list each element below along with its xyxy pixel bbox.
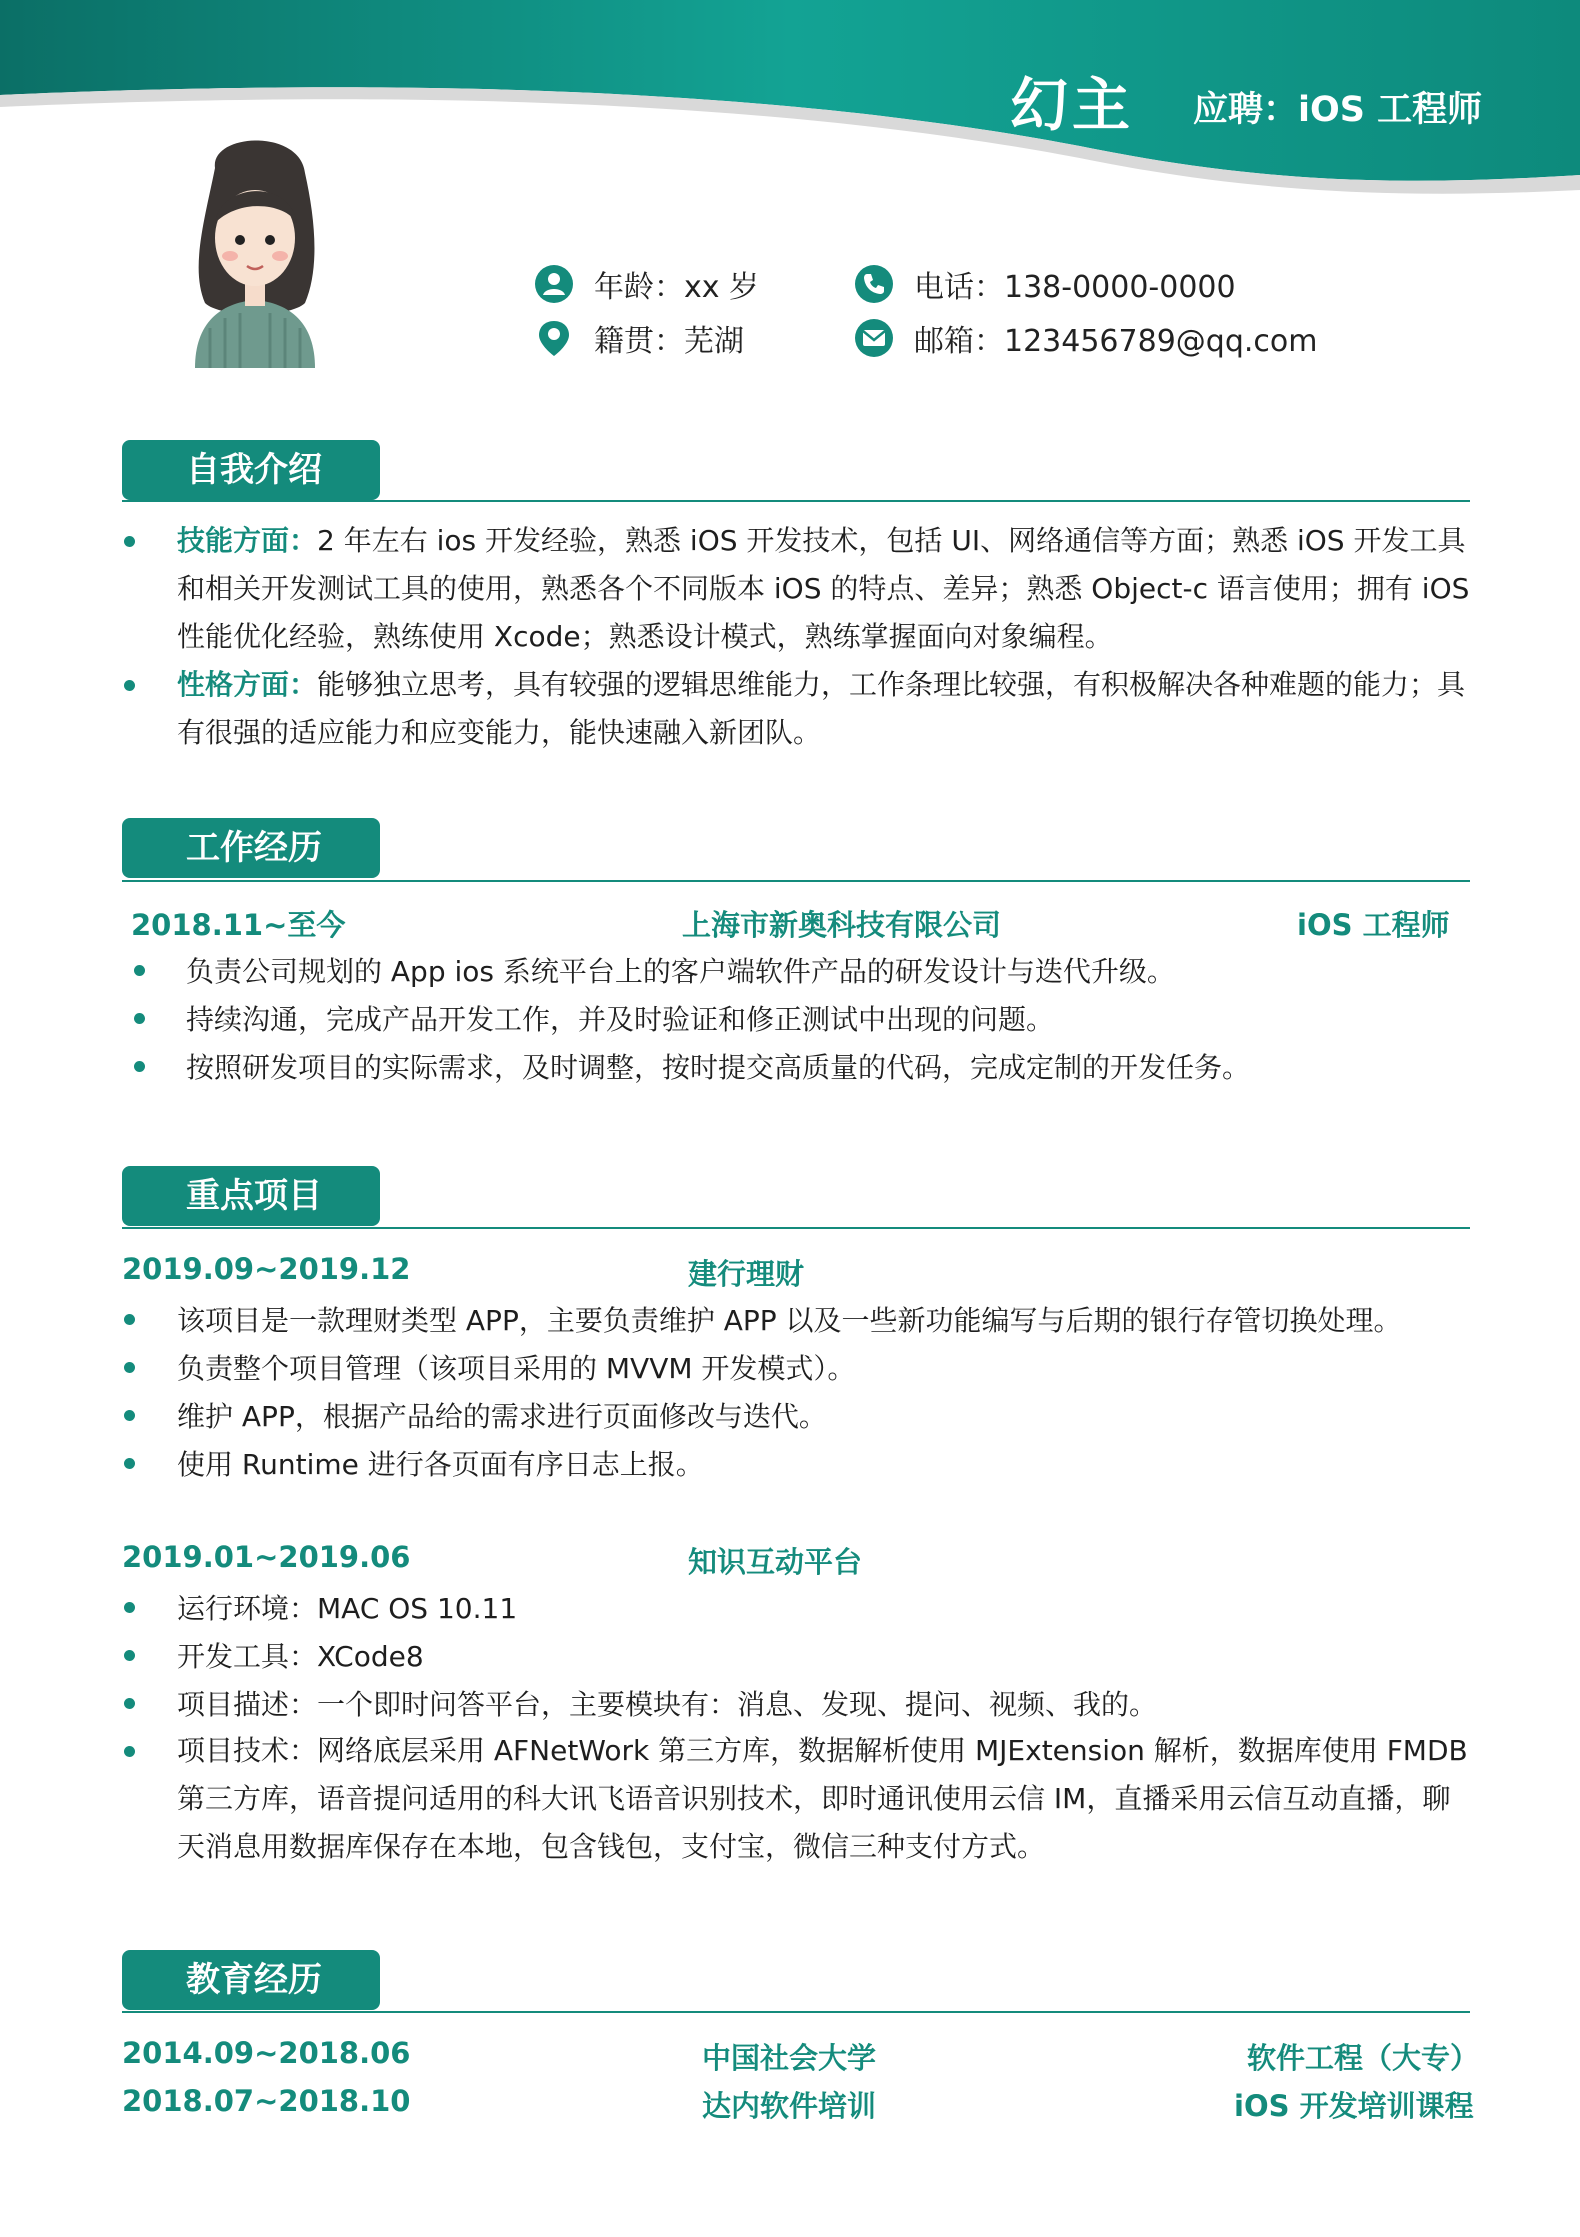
list-item: 按照研发项目的实际需求，及时调整，按时提交高质量的代码，完成定制的开发任务。 (186, 1051, 1251, 1084)
character-label: 性格方面： (177, 668, 318, 701)
phone-text: 电话：138-0000-0000 (914, 270, 1236, 305)
contact-phone (854, 262, 1236, 306)
contact-age (534, 262, 759, 306)
contact-hometown (534, 316, 744, 360)
bullet (124, 1362, 135, 1373)
bullet (124, 1650, 135, 1661)
age-text: 年龄：xx 岁 (594, 270, 760, 305)
edu-school: 达内软件培训 (702, 2089, 877, 2123)
work-company: 上海市新奥科技有限公司 (682, 908, 1002, 942)
character-line-1: 能够独立思考，具有较强的逻辑思维能力，工作条理比较强，有积极解决各种难题的能力；具 (317, 668, 1466, 701)
phone-icon (854, 264, 894, 304)
edu-period: 2014.09~2018.06 (122, 2036, 411, 2070)
work-period: 2018.11~至今 (131, 908, 346, 942)
email-text: 邮箱：123456789@qq.com (914, 324, 1318, 359)
job-title: 应聘：iOS 工程师 (1193, 90, 1483, 130)
project-name: 建行理财 (688, 1257, 805, 1291)
list-item: 负责公司规划的 App ios 系统平台上的客户端软件产品的研发设计与迭代升级。 (186, 955, 1175, 988)
project-period: 2019.09~2019.12 (122, 1252, 411, 1286)
section-divider (122, 880, 1470, 882)
section-title-projects: 重点项目 (122, 1166, 380, 1226)
bullet (124, 536, 135, 547)
list-item: 项目描述：一个即时问答平台，主要模块有：消息、发现、提问、视频、我的。 (177, 1688, 1158, 1721)
section-title-intro: 自我介绍 (122, 440, 380, 500)
person-icon (534, 264, 574, 304)
tech-line-3: 天消息用数据库保存在本地，包含钱包，支付宝，微信三种支付方式。 (177, 1830, 1046, 1863)
bullet (124, 1410, 135, 1421)
project-tech (177, 1727, 1477, 1871)
bullet (124, 1458, 135, 1469)
list-item: 运行环境：MAC OS 10.11 (177, 1592, 518, 1625)
list-item: 负责整个项目管理（该项目采用的 MVVM 开发模式）。 (177, 1352, 856, 1385)
section-divider (122, 500, 1470, 502)
list-item: 持续沟通，完成产品开发工作，并及时验证和修正测试中出现的问题。 (186, 1003, 1055, 1036)
bullet (124, 680, 135, 691)
bullet (124, 1746, 135, 1757)
candidate-name: 幻主 (1010, 71, 1135, 139)
edu-school: 中国社会大学 (702, 2041, 877, 2075)
intro-character (177, 661, 1477, 757)
tech-line-2: 第三方库，语音提问适用的科大讯飞语音识别技术，即时通讯使用云信 IM，直播采用云信互动直播，聊 (177, 1782, 1451, 1815)
list-item: 维护 APP，根据产品给的需求进行页面修改与迭代。 (177, 1400, 827, 1433)
edu-major: 软件工程（大专） (1247, 2041, 1480, 2075)
skill-line-2: 和相关开发测试工具的使用，熟悉各个不同版本 iOS 的特点、差异；熟悉 Object-c 语言使用；拥有 iOS (177, 572, 1470, 605)
edu-period: 2018.07~2018.10 (122, 2084, 411, 2118)
section-divider (122, 1227, 1470, 1229)
bullet (134, 965, 145, 976)
work-position: iOS 工程师 (1297, 908, 1450, 942)
intro-skill (177, 517, 1477, 661)
list-item: 该项目是一款理财类型 APP，主要负责维护 APP 以及一些新功能编写与后期的银行存管切换处理。 (177, 1304, 1402, 1337)
contact-email (854, 316, 1317, 360)
bullet (124, 1602, 135, 1613)
project-name: 知识互动平台 (688, 1545, 863, 1579)
list-item: 使用 Runtime 进行各页面有序日志上报。 (177, 1448, 704, 1481)
list-item: 开发工具：XCode8 (177, 1640, 424, 1673)
section-title-work: 工作经历 (122, 818, 380, 878)
location-pin-icon (534, 318, 574, 358)
character-line-2: 有很强的适应能力和应变能力，能快速融入新团队。 (177, 716, 822, 749)
edu-major: iOS 开发培训课程 (1234, 2089, 1474, 2123)
section-divider (122, 2011, 1470, 2013)
avatar (180, 128, 330, 368)
tech-line-1: 项目技术：网络底层采用 AFNetWork 第三方库，数据解析使用 MJExtension 解析，数据库使用 FMDB (177, 1734, 1468, 1767)
bullet (124, 1698, 135, 1709)
skill-line-3: 性能优化经验，熟练使用 Xcode；熟悉设计模式，熟练掌握面向对象编程。 (177, 620, 1113, 653)
bullet (134, 1061, 145, 1072)
section-title-education: 教育经历 (122, 1950, 380, 2010)
skill-label: 技能方面： (177, 524, 318, 557)
bullet (134, 1013, 145, 1024)
project-period: 2019.01~2019.06 (122, 1540, 411, 1574)
bullet (124, 1314, 135, 1325)
hometown-text: 籍贯：芜湖 (594, 324, 744, 359)
mail-icon (854, 318, 894, 358)
skill-line-1: 2 年左右 ios 开发经验，熟悉 iOS 开发技术，包括 UI、网络通信等方面；熟悉 iOS 开发工具 (317, 524, 1466, 557)
